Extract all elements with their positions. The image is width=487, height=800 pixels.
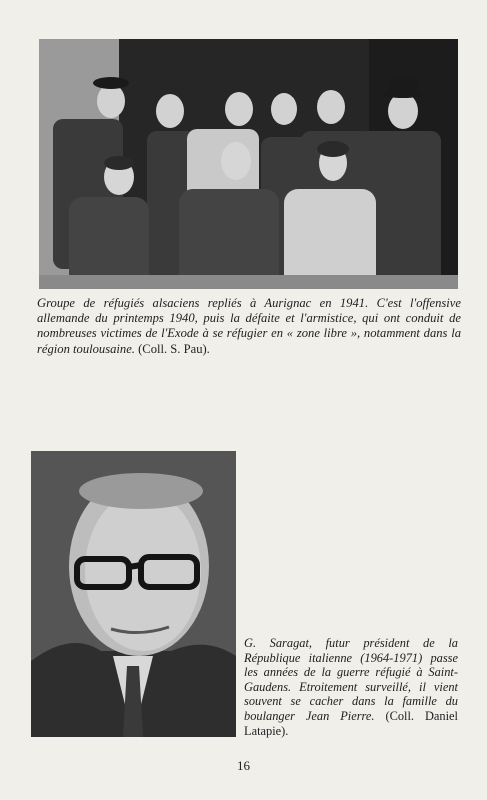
portrait-photo-image bbox=[31, 451, 236, 737]
group-refugees-photo bbox=[39, 39, 458, 289]
portrait-caption-credit: (Coll. Daniel Latapie). bbox=[244, 708, 458, 738]
portrait-photo-caption bbox=[244, 636, 458, 738]
page-number: 16 bbox=[237, 758, 250, 773]
saragat-portrait-photo bbox=[31, 451, 236, 737]
portrait-caption-text: G. Saragat, futur président de la République italienne (1964-1971) passe les années de la guerre réfugié à Saint-Gaudens. Etroitement surveillé, il vient souvent se cacher dans la famille du boulanger Jean Pierre. bbox=[244, 636, 458, 723]
group-caption-credit: (Coll. S. Pau). bbox=[138, 341, 210, 356]
group-photo-caption bbox=[37, 296, 461, 357]
group-photo-image bbox=[39, 39, 458, 289]
group-caption-text: Groupe de réfugiés alsaciens repliés à Aurignac en 1941. C'est l'offensive allemande du printemps 1940, puis la défaite et l'armistice, qui ont conduit de nombreuses victimes de l'Exode à se réfugier en « zone libre », notamment dans la région toulousaine. bbox=[37, 296, 461, 356]
